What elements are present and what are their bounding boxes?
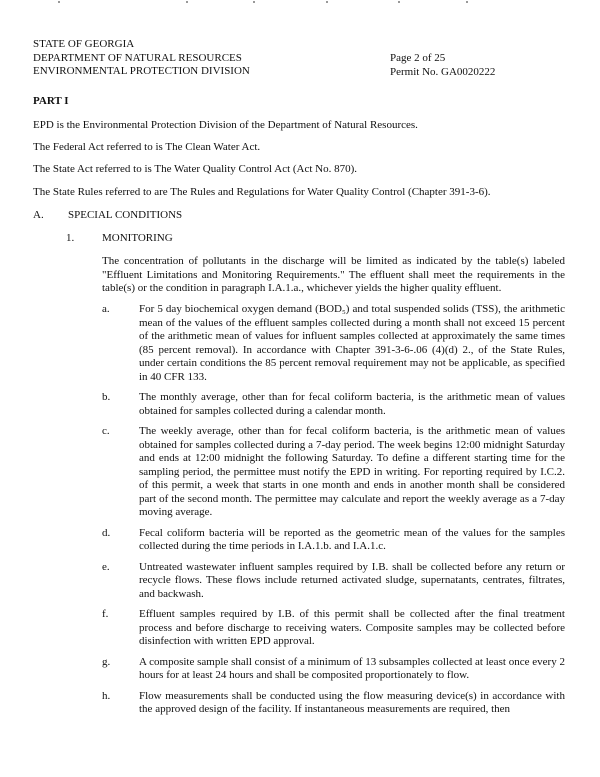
condition-list: [102, 303, 565, 724]
permit-number: Permit No. GA0020222: [390, 65, 496, 78]
subsection-title: MONITORING: [102, 232, 173, 244]
list-item: [102, 561, 565, 602]
item-text: The monthly average, other than for fecal coliform bacteria, is the arithmetic mean of values obtained for samples collected during a calendar month.: [139, 391, 565, 417]
item-text: Untreated wastewater influent samples required by I.B. shall be collected before any return or recycle flows. These flows include returned activated sludge, supernatants, centrates, filtrates, and backwash.: [139, 560, 565, 600]
intro-paragraph: [33, 141, 573, 155]
section-number: A.: [33, 209, 44, 221]
item-text: A composite sample shall consist of a minimum of 13 subsamples collected at least once every 2 hours for at least 24 hours and shall be composited proportionately to flow.: [139, 655, 565, 681]
item-letter: b.: [102, 391, 111, 403]
item-text: The weekly average, other than for fecal coliform bacteria, is the arithmetic mean of values obtained for samples collected during a 7-day period. The week begins 12:00 midnight Saturday and ends at 12:00 midnight the following Saturday. To define a different starting time for the sampling period, the permittee must notify the EPD in writing. For reporting required by I.C.2. of this permit, a week that starts in one month and ends in another month shall be considered part of the second month. The permittee may calculate and report the weekly average as a 7-day moving average.: [139, 425, 565, 518]
list-item: [102, 656, 565, 683]
scan-top-specks: [0, 0, 600, 6]
list-item: [102, 391, 565, 418]
item-letter: h.: [102, 689, 111, 702]
item-letter: e.: [102, 560, 110, 573]
page-number: Page 2 of 25: [390, 52, 446, 64]
scan-speck: [466, 1, 468, 3]
item-letter: g.: [102, 655, 111, 668]
item-text: Flow measurements shall be conducted using the flow measuring device(s) in accordance with the approved design of the facility. If instantaneous measurements are required, then: [139, 689, 565, 715]
scan-speck: [326, 1, 328, 3]
header-department: DEPARTMENT OF NATURAL RESOURCES: [33, 51, 242, 64]
list-item: [102, 303, 565, 384]
list-item: [102, 527, 565, 554]
header-division: ENVIRONMENTAL PROTECTION DIVISION: [33, 65, 250, 77]
intro-state-act: The State Act referred to is The Water Quality Control Act (Act No. 870).: [33, 163, 358, 175]
monitoring-paragraph: The concentration of pollutants in the discharge will be limited as indicated by the table(s) labeled "Effluent Limitations and Monitoring Requirements." The effluent shall meet the requirements in the table(s) or the condition in paragraph I.A.1.a., whichever yields the higher quality effluent.: [102, 255, 565, 294]
item-text: Effluent samples required by I.B. of this permit shall be collected after the final treatment process and before discharge to receiving waters. Composite samples may be collected before disinfection with written EPD approval.: [139, 608, 565, 647]
intro-state-rules: The State Rules referred to are The Rules and Regulations for Water Quality Control (Chapter 391-3-6).: [33, 186, 491, 198]
intro-paragraph: [33, 186, 573, 200]
list-item: [102, 608, 565, 649]
header-state: STATE OF GEORGIA: [33, 38, 135, 50]
page-header-info: [390, 52, 495, 79]
item-text: For 5 day biochemical oxygen demand (BOD₅) and total suspended solids (TSS), the arithmetic mean of the values of the effluent samples collected during a month shall not exceed 15 percent of the arithmetic mean of values for influent samples collected at approximately the same times (85 percent removal). In accordance with Chapter 391-3-6-.06 (4)(d) 2., of the State Rules, under certain conditions the 85 percent removal requirement may not be applicable, as specified in 40 CFR 133.: [139, 303, 565, 383]
scan-speck: [398, 1, 400, 3]
agency-header: [33, 38, 250, 79]
intro-paragraph: [33, 163, 573, 177]
scan-speck: [186, 1, 188, 3]
intro-epd: EPD is the Environmental Protection Division of the Department of Natural Resources.: [33, 119, 418, 131]
item-letter: f.: [102, 608, 109, 620]
item-letter: a.: [102, 303, 110, 315]
item-letter: d.: [102, 526, 111, 539]
item-letter: c.: [102, 425, 110, 437]
part-title: PART I: [33, 95, 69, 107]
intro-paragraph: [33, 119, 573, 133]
intro-federal-act: The Federal Act referred to is The Clean Water Act.: [33, 141, 261, 153]
scan-speck: [253, 1, 255, 3]
list-item: [102, 690, 565, 717]
list-item: [102, 425, 565, 520]
item-text: Fecal coliform bacteria will be reported as the geometric mean of the values for the samples collected during the time periods in I.A.1.b. and I.A.1.c.: [139, 526, 565, 552]
scan-speck: [58, 1, 60, 3]
section-title: SPECIAL CONDITIONS: [68, 209, 183, 221]
subsection-number: 1.: [66, 232, 75, 244]
